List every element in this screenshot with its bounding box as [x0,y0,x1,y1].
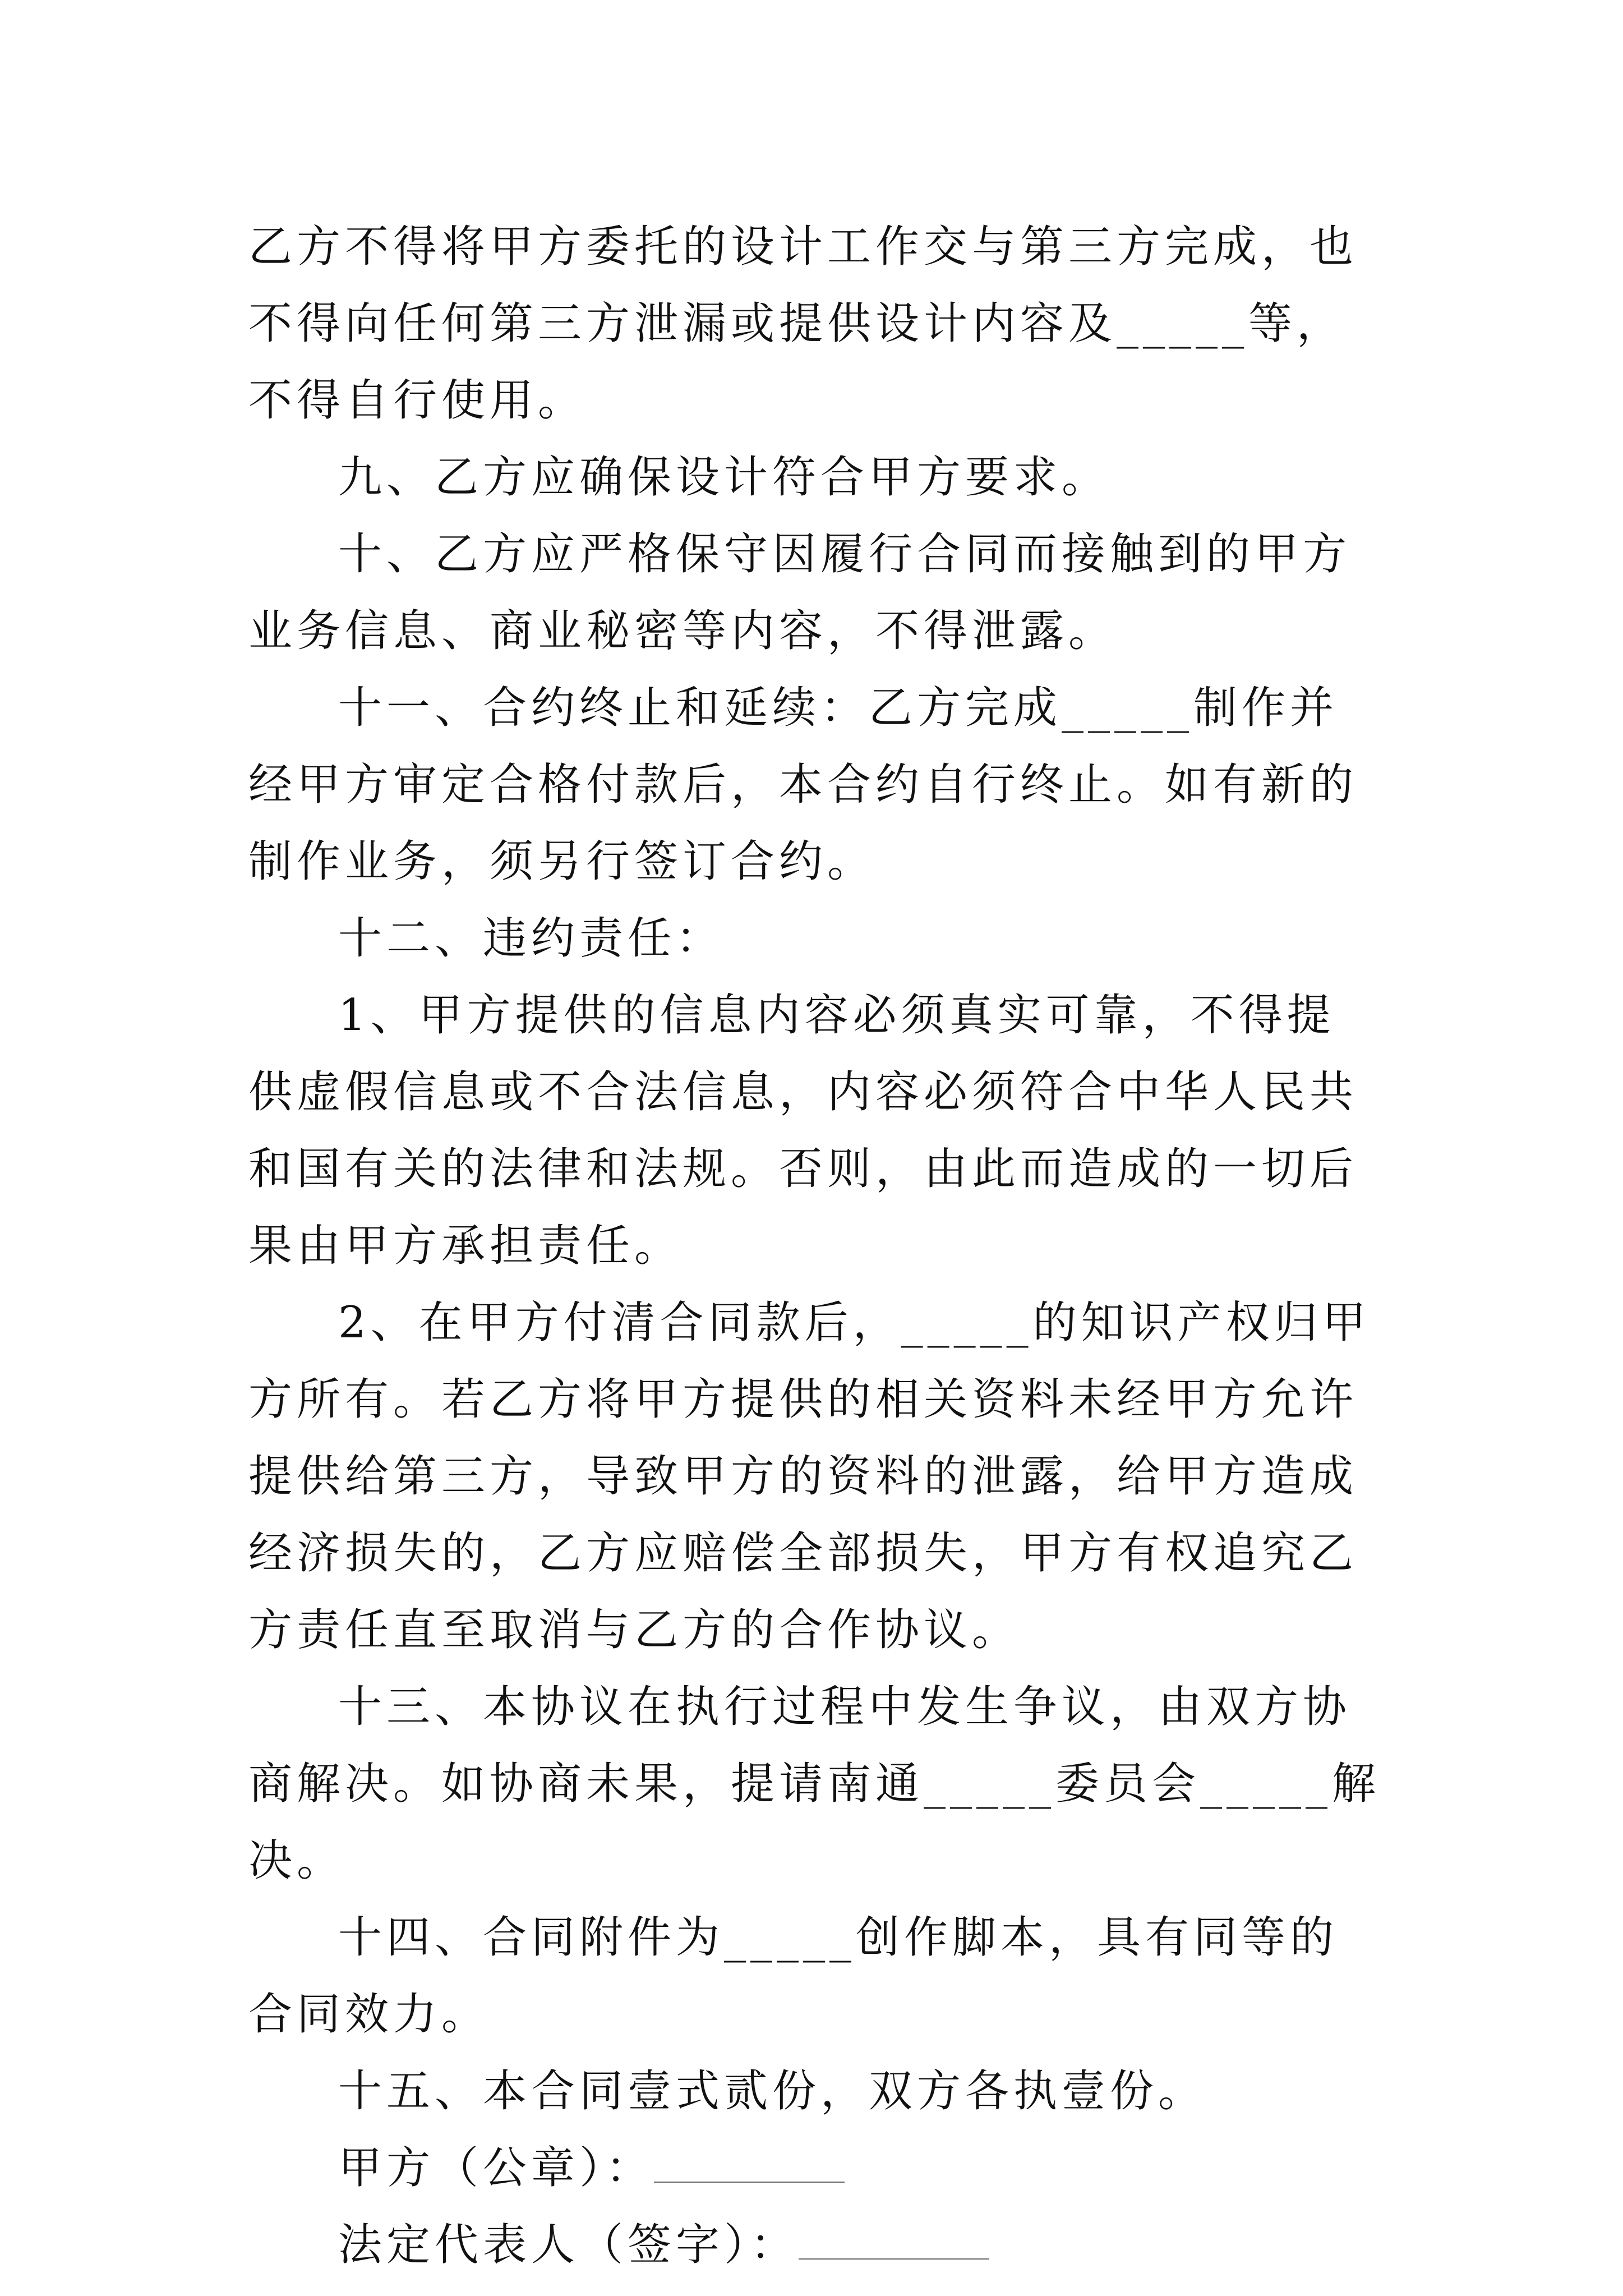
paragraph-clause-14: 十四、合同附件为_____创作脚本，具有同等的合同效力。 [248,1912,1339,2040]
paragraph-clause-15: 十五、本合同壹式贰份，双方各执壹份。 [338,2066,1207,2116]
party-a-seal-blank [654,2148,845,2183]
paragraph-clause-12-item-1: 1、甲方提供的信息内容必须真实可靠，不得提供虚假信息或不合法信息，内容必须符合中华人民共和国有关的法律和法规。否则，由此而造成的一切后果由甲方承担责任。 [248,990,1358,1271]
party-a-seal-label: 甲方（公章）： [338,2143,654,2193]
paragraph-clause-13: 十三、本协议在执行过程中发生争议，由双方协商解决。如协商未果，提请南通_____委员会_____解决。 [248,1682,1381,1886]
paragraph-clause-11: 十一、合约终止和延续：乙方完成_____制作并经甲方审定合格付款后，本合约自行终止。如有新的制作业务，须另行签订合约。 [248,683,1358,887]
legal-rep-signature-line [338,2207,1381,2284]
party-a-signature-line [338,2130,1381,2207]
paragraph-clause-12: 十二、违约责任： [338,913,725,964]
paragraph-clause-12-item-2: 2、在甲方付清合同款后，_____的知识产权归甲方所有。若乙方将甲方提供的相关资料未经甲方允许提供给第三方，导致甲方的资料的泄露，给甲方造成经济损失的，乙方应赔偿全部损失，甲方有权追究乙方责任直至取消与乙方的合作协议。 [248,1297,1371,1655]
legal-rep-label: 法定代表人（签字）： [338,2220,799,2270]
document-body [248,209,1381,2284]
paragraph-intro: 乙方不得将甲方委托的设计工作交与第三方完成，也不得向任何第三方泄漏或提供设计内容及_____等，不得自行使用。 [248,222,1358,426]
paragraph-clause-10: 十、乙方应严格保守因履行合同而接触到的甲方业务信息、商业秘密等内容，不得泄露。 [248,529,1352,656]
legal-rep-signature-blank [799,2225,989,2260]
paragraph-clause-9: 九、乙方应确保设计符合甲方要求。 [338,452,1110,503]
